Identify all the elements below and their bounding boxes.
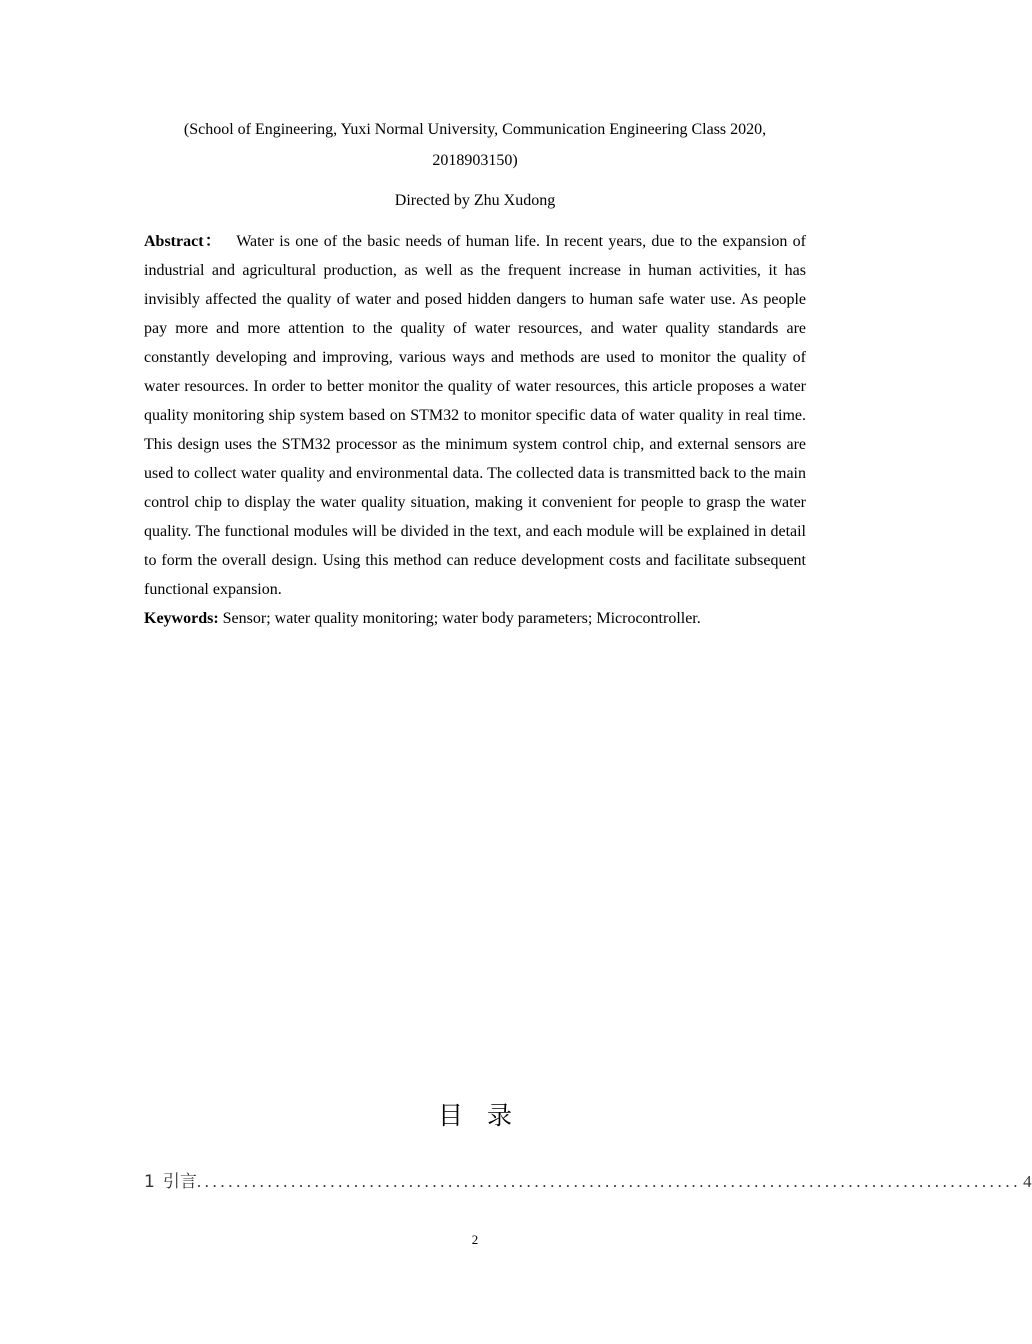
toc-title: 目录: [437, 1101, 536, 1130]
toc-entry-page: 4: [1023, 1172, 1032, 1191]
toc-dot-leader: .........................................................................................................: [196, 1172, 1022, 1191]
author-affiliation: (School of Engineering, Yuxi Normal University, Communication Engineering Class 2020, 2018903150): [183, 121, 767, 169]
keywords-paragraph: [144, 604, 806, 633]
toc-entry[interactable]: [144, 1168, 1032, 1196]
toc-entry-text: 引言: [162, 1172, 197, 1192]
toc-entry-number: 1: [144, 1172, 155, 1192]
keywords-text: Sensor; water quality monitoring; water body parameters; Microcontroller.: [222, 610, 701, 627]
abstract-label: Abstract：: [144, 233, 223, 250]
abstract-text: Water is one of the basic needs of human life. In recent years, due to the expansion of industrial and agricultural production, as well as the frequent increase in human activities, it has invisibly affected the quality of water and posed hidden dangers to human safe water use. As people pay more and more attention to the quality of water resources, and water quality standards are constantly developing and improving, various ways and methods are used to monitor the quality of water resources. In order to better monitor the quality of water resources, this article proposes a water quality monitoring ship system based on STM32 to monitor specific data of water quality in real time. This design uses the STM32 processor as the minimum system control chip, and external sensors are used to collect water quality and environmental data. The collected data is transmitted back to the main control chip to display the water quality situation, making it convenient for people to grasp the water quality. The functional modules will be divided in the text, and each module will be explained in detail to form the overall design. Using this method can reduce development costs and facilitate subsequent functional expansion.: [144, 233, 807, 598]
supervisor-line: Directed by Zhu Xudong: [394, 192, 556, 209]
abstract-paragraph: [144, 227, 806, 604]
page-number: 2: [471, 1232, 479, 1247]
keywords-label: Keywords:: [144, 610, 219, 627]
